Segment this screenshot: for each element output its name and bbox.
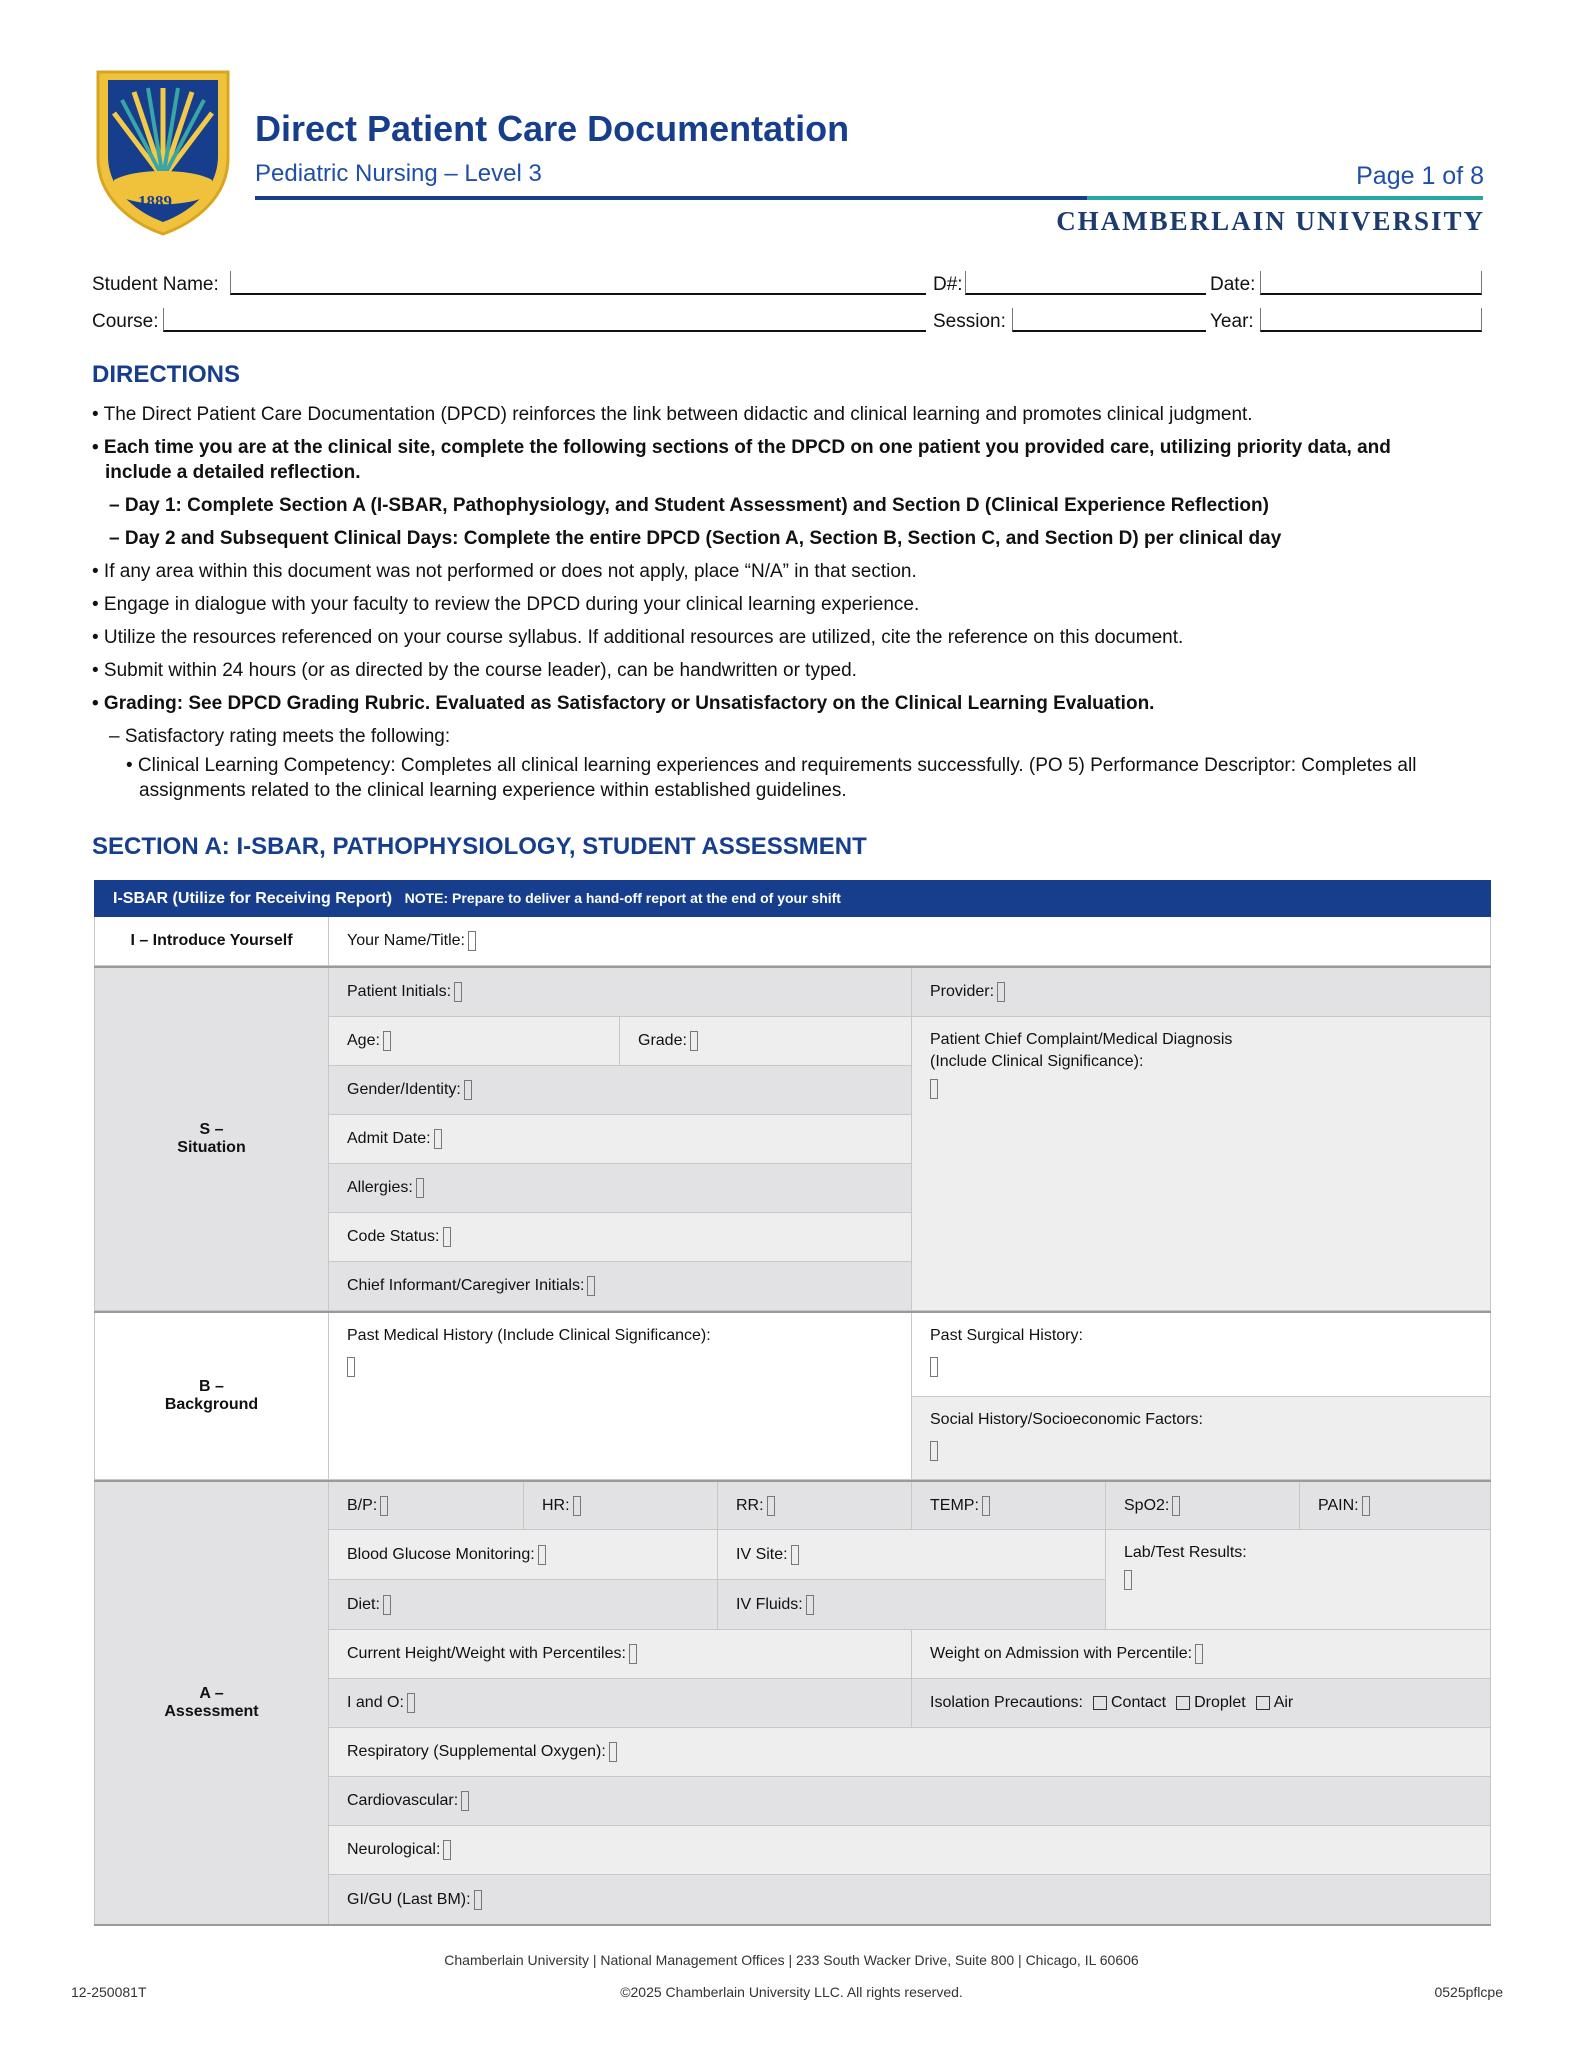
rr-field[interactable] [718, 1482, 912, 1530]
text-box[interactable] [629, 1644, 637, 1664]
code-status-field[interactable] [329, 1213, 912, 1262]
course-field[interactable] [163, 308, 926, 332]
text-box[interactable] [347, 1357, 355, 1377]
past-surgical-history-label: Past Surgical History: [930, 1327, 1083, 1344]
height-weight-field[interactable] [329, 1630, 912, 1679]
provider-field[interactable] [912, 968, 1491, 1017]
isbar-table-title: I-SBAR (Utilize for Receiving Report) [113, 890, 393, 907]
student-name-label: Student Name: [92, 274, 219, 295]
provider-label: Provider: [930, 983, 995, 1000]
footer-code-right: 0525pflcpe [1434, 1984, 1503, 2000]
admission-weight-field[interactable] [912, 1630, 1491, 1679]
age-label: Age: [347, 1032, 380, 1049]
iv-fluids-field[interactable] [718, 1580, 1106, 1630]
isbar-table-header [94, 880, 1491, 917]
background-letter: B – [199, 1378, 224, 1395]
direction-item: – Day 1: Complete Section A (I-SBAR, Pathophysiology, and Student Assessment) and Section D (Clinical Experience Reflection) [109, 495, 1269, 516]
text-box[interactable] [443, 1840, 451, 1860]
text-box[interactable] [443, 1227, 451, 1247]
text-box[interactable] [461, 1791, 469, 1811]
d-number-label: D#: [933, 274, 963, 295]
section-a-heading: SECTION A: I-SBAR, PATHOPHYSIOLOGY, STUDENT ASSESSMENT [92, 833, 867, 860]
temp-label: TEMP: [930, 1496, 979, 1514]
direction-item: • Engage in dialogue with your faculty to review the DPCD during your clinical learning experience. [92, 594, 920, 615]
chief-complaint-label: Patient Chief Complaint/Medical Diagnosis [930, 1031, 1233, 1048]
text-box[interactable] [767, 1496, 775, 1516]
document-subtitle: Pediatric Nursing – Level 3 [255, 160, 542, 187]
patient-initials-field[interactable] [329, 968, 912, 1017]
lab-results-label: Lab/Test Results: [1124, 1544, 1247, 1561]
text-box[interactable] [806, 1595, 814, 1615]
chief-complaint-field[interactable] [912, 1017, 1491, 1311]
past-medical-history-field[interactable] [329, 1313, 912, 1480]
introduce-label: I – Introduce Yourself [94, 917, 329, 966]
rr-label: RR: [736, 1496, 764, 1514]
lab-results-field[interactable] [1106, 1530, 1491, 1630]
iv-fluids-label: IV Fluids: [736, 1595, 803, 1613]
text-box[interactable] [573, 1496, 581, 1516]
blood-glucose-label: Blood Glucose Monitoring: [347, 1545, 535, 1563]
isbar-table-note: NOTE: Prepare to deliver a hand-off report at the end of your shift [404, 890, 841, 906]
situation-word: Situation [177, 1139, 246, 1156]
age-field[interactable] [329, 1017, 620, 1066]
gender-identity-label: Gender/Identity: [347, 1081, 461, 1098]
text-box[interactable] [454, 982, 462, 1002]
chief-informant-label: Chief Informant/Caregiver Initials: [347, 1277, 585, 1294]
pain-field[interactable] [1300, 1482, 1491, 1530]
situation-label [94, 968, 329, 1311]
your-name-title-field[interactable] [329, 917, 1491, 966]
i-and-o-label: I and O: [347, 1694, 404, 1711]
text-box[interactable] [930, 1079, 938, 1099]
text-box[interactable] [997, 982, 1005, 1002]
pain-label: PAIN: [1318, 1496, 1359, 1514]
droplet-label: Droplet [1194, 1694, 1246, 1711]
course-label: Course: [92, 311, 159, 332]
text-box[interactable] [587, 1276, 595, 1296]
directions-list [92, 402, 1492, 811]
date-label: Date: [1210, 274, 1256, 295]
text-box[interactable] [383, 1031, 391, 1051]
year-field[interactable] [1260, 308, 1482, 332]
patient-initials-label: Patient Initials: [347, 983, 452, 1000]
background-label [94, 1313, 329, 1480]
text-box[interactable] [434, 1129, 442, 1149]
allergies-field[interactable] [329, 1164, 912, 1213]
respiratory-label: Respiratory (Supplemental Oxygen): [347, 1743, 606, 1760]
past-medical-history-label: Past Medical History (Include Clinical Significance): [347, 1327, 711, 1344]
assessment-letter: A – [199, 1685, 224, 1702]
text-box[interactable] [538, 1545, 546, 1565]
header-rule [255, 196, 1087, 200]
direction-item: – Day 2 and Subsequent Clinical Days: Complete the entire DPCD (Section A, Section B, Section C, and Section D) per clinical day [109, 528, 1282, 549]
direction-item: • The Direct Patient Care Documentation (DPCD) reinforces the link between didactic and clinical learning and promotes clinical judgment. [92, 404, 1253, 425]
temp-field[interactable] [912, 1482, 1106, 1530]
isolation-precautions-label: Isolation Precautions: [930, 1694, 1083, 1711]
neurological-label: Neurological: [347, 1841, 441, 1858]
chief-complaint-label-note: (Include Clinical Significance): [930, 1053, 1144, 1070]
text-box[interactable] [1362, 1496, 1370, 1516]
air-checkbox[interactable] [1256, 1696, 1270, 1710]
crest-year: 1889 [138, 192, 172, 211]
diet-field[interactable] [329, 1580, 718, 1630]
hr-label: HR: [542, 1496, 570, 1514]
text-box[interactable] [982, 1496, 990, 1516]
spo2-field[interactable] [1106, 1482, 1300, 1530]
situation-letter: S – [199, 1121, 224, 1138]
text-box[interactable] [609, 1742, 617, 1762]
assessment-label [94, 1482, 329, 1925]
text-box[interactable] [1172, 1496, 1180, 1516]
admission-weight-label: Weight on Admission with Percentile: [930, 1645, 1193, 1662]
allergies-label: Allergies: [347, 1179, 413, 1196]
university-crest-logo [94, 68, 232, 238]
directions-heading: DIRECTIONS [92, 361, 241, 388]
footer-copyright: ©2025 Chamberlain University LLC. All rights reserved. [620, 1984, 963, 2000]
direction-item: • Submit within 24 hours (or as directed by the course leader), can be handwritten or typed. [92, 660, 857, 681]
year-label: Year: [1210, 311, 1254, 332]
student-name-field[interactable] [230, 271, 926, 295]
document-title: Direct Patient Care Documentation [255, 108, 850, 149]
session-field[interactable] [1012, 308, 1206, 332]
spo2-label: SpO2: [1124, 1496, 1170, 1514]
neurological-field[interactable] [329, 1826, 1491, 1875]
direction-item: • Clinical Learning Competency: Completes all clinical learning experiences and requirements successfully. (PO 5) Performance Descriptor: Completes all assignments related to the clinical learning experience within established guidelines. [126, 755, 1417, 801]
contact-label: Contact [1110, 1694, 1167, 1711]
past-surgical-history-field[interactable] [912, 1313, 1491, 1397]
diet-label: Diet: [347, 1595, 380, 1613]
bp-field[interactable] [329, 1482, 524, 1530]
grade-label: Grade: [638, 1032, 687, 1049]
footer-address: Chamberlain University | National Management Offices | 233 South Wacker Drive, Suite 800 | Chicago, IL 60606 [444, 1952, 1139, 1968]
text-box[interactable] [383, 1595, 391, 1615]
admit-date-label: Admit Date: [347, 1130, 431, 1147]
text-box[interactable] [474, 1890, 482, 1910]
text-box[interactable] [1124, 1570, 1132, 1590]
page-number: Page 1 of 8 [1356, 162, 1484, 190]
text-box[interactable] [690, 1031, 698, 1051]
university-wordmark: CHAMBERLAIN UNIVERSITY [1056, 206, 1485, 236]
date-field[interactable] [1260, 271, 1482, 295]
admit-date-field[interactable] [329, 1115, 912, 1164]
gender-identity-field[interactable] [329, 1066, 912, 1115]
isolation-precautions-field [912, 1679, 1491, 1728]
session-label: Session: [933, 311, 1006, 332]
code-status-label: Code Status: [347, 1228, 440, 1245]
d-number-field[interactable] [965, 271, 1206, 295]
i-and-o-field[interactable] [329, 1679, 912, 1728]
direction-item: • Each time you are at the clinical site, complete the following sections of the DPCD on one patient you provided care, utilizing priority data, and include a detailed reflection. [92, 437, 1391, 483]
iv-site-label: IV Site: [736, 1545, 788, 1563]
cardiovascular-field[interactable] [329, 1777, 1491, 1826]
background-word: Background [164, 1396, 259, 1413]
respiratory-field[interactable] [329, 1728, 1491, 1777]
direction-item: • Utilize the resources referenced on your course syllabus. If additional resources are utilized, cite the reference on this document. [92, 627, 1184, 648]
text-box[interactable] [464, 1080, 472, 1100]
section-divider [94, 1924, 1491, 1926]
droplet-checkbox[interactable] [1176, 1696, 1190, 1710]
bp-label: B/P: [347, 1496, 378, 1514]
header-rule-accent [1087, 196, 1483, 200]
text-box[interactable] [930, 1357, 938, 1377]
text-box[interactable] [930, 1441, 938, 1461]
height-weight-label: Current Height/Weight with Percentiles: [347, 1645, 626, 1662]
hr-field[interactable] [524, 1482, 718, 1530]
text-box[interactable] [791, 1545, 799, 1565]
contact-checkbox[interactable] [1093, 1696, 1107, 1710]
assessment-word: Assessment [164, 1703, 259, 1720]
social-history-label: Social History/Socioeconomic Factors: [930, 1411, 1203, 1428]
social-history-field[interactable] [912, 1397, 1491, 1480]
cardiovascular-label: Cardiovascular: [347, 1792, 459, 1809]
text-box[interactable] [407, 1693, 415, 1713]
text-box[interactable] [468, 931, 476, 951]
air-label: Air [1273, 1694, 1294, 1711]
direction-item: • If any area within this document was not performed or does not apply, place “N/A” in that section. [92, 561, 917, 582]
text-box[interactable] [416, 1178, 424, 1198]
direction-item: – Satisfactory rating meets the following: [109, 726, 451, 747]
text-box[interactable] [1195, 1644, 1203, 1664]
direction-item: • Grading: See DPCD Grading Rubric. Evaluated as Satisfactory or Unsatisfactory on the Clinical Learning Evaluation. [92, 693, 1155, 714]
gi-gu-field[interactable] [329, 1875, 1491, 1925]
text-box[interactable] [380, 1496, 388, 1516]
blood-glucose-field[interactable] [329, 1530, 718, 1580]
chief-informant-field[interactable] [329, 1262, 912, 1311]
grade-field[interactable] [620, 1017, 912, 1066]
footer-code-left: 12-250081T [71, 1984, 147, 2000]
your-name-title-label: Your Name/Title: [347, 932, 465, 949]
gi-gu-label: GI/GU (Last BM): [347, 1890, 471, 1908]
iv-site-field[interactable] [718, 1530, 1106, 1580]
